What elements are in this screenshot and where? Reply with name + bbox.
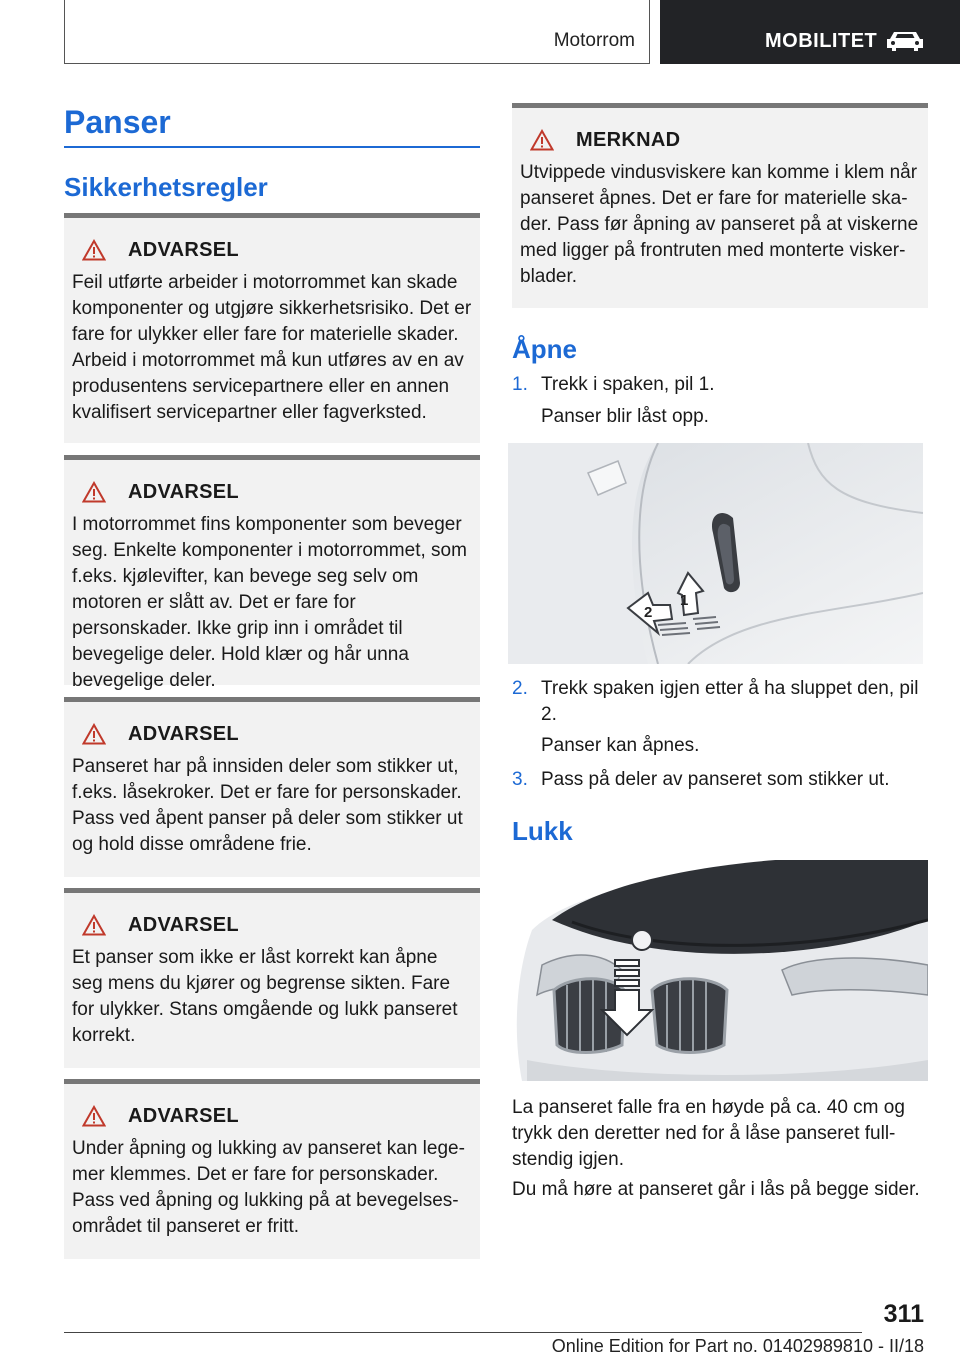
- arrow-label-1: 1: [680, 592, 689, 609]
- step-number: 1.: [512, 374, 528, 395]
- note-box: [512, 103, 928, 308]
- footer-rule: [64, 1332, 862, 1333]
- warning-text: Feil utførte arbeider i motorrommet kan skade komponenter og utgjøre sikkerhetsrisiko. Det er fare for ulykker eller fare for materielle skader. Arbeid i motorrommet må kun utføres av en av produsentens servicepartnere eller en annen kvalifisert servicepartner eller fagverksted.: [72, 272, 472, 423]
- step-text: Trekk i spaken, pil 1.: [541, 374, 715, 395]
- car-front-icon: [884, 30, 926, 52]
- warning-text: I motorrommet fins komponenter som beveger seg. Enkelte komponenter i motorrommet, som f.eks. kjølevifter, kan bevege seg selv om motoren er slått av. Det er fare for personskader. Ikke grip inn i området til bevegelige deler. Hold klær og hår unna bevegelige deler.: [72, 514, 467, 691]
- warning-label: ADVARSEL: [128, 913, 239, 936]
- close-heading: Lukk: [512, 816, 573, 846]
- page-number: 311: [883, 1300, 924, 1328]
- page-title: Panser: [64, 104, 171, 140]
- warning-label: ADVARSEL: [128, 480, 239, 503]
- step-text: Pass på deler av panseret som stikker ut.: [541, 769, 890, 790]
- hood-close-figure: [512, 860, 928, 1081]
- warning-label: ADVARSEL: [128, 722, 239, 745]
- warning-box-1: [64, 213, 480, 443]
- warning-text: Et panser som ikke er låst korrekt kan åpne seg mens du kjører og begrense sikten. Fare for ulykker. Stans omgående og lukk panseret korrekt.: [72, 947, 458, 1046]
- warning-triangle-icon: [82, 723, 106, 745]
- warning-label: ADVARSEL: [128, 238, 239, 261]
- hood-release-figure: [508, 443, 923, 664]
- step-number: 2.: [512, 678, 528, 699]
- warning-box-5: [64, 1079, 480, 1259]
- warning-text: Panseret har på innsiden deler som stikker ut, f.eks. låsekroker. Det er fare for personskader. Pass ved åpent panser på deler som stikker ut og hold disse områdene frie.: [72, 756, 463, 855]
- step-3: [512, 767, 922, 793]
- note-text: Utvippede vindusviskere kan komme i klem når panseret åpnes. Det er fare for materielle skader. Pass før åpning av panseret på at viskerne med ligger på frontruten med monterte viskerblader.: [520, 162, 919, 287]
- arrow-label-2: 2: [644, 604, 653, 621]
- step-number: 3.: [512, 769, 528, 790]
- hood-release-illustration: [508, 443, 923, 664]
- warning-triangle-icon: [82, 239, 106, 261]
- header-section-title: Motorrom: [553, 30, 635, 51]
- close-paragraph-1: La panseret falle fra en høyde på ca. 40 cm og trykk den deretter ned for å låse panseret fullstendig igjen.: [512, 1097, 905, 1170]
- step-text: Trekk spaken igjen etter å ha sluppet den, pil 2.: [541, 678, 919, 725]
- step-2-result: Panser kan åpnes.: [541, 735, 700, 756]
- footer-edition: Online Edition for Part no. 01402989810 - II/18: [551, 1336, 924, 1356]
- header-section-box: [64, 0, 650, 64]
- safety-heading: Sikkerhetsregler: [64, 172, 268, 202]
- header-chapter-box: [660, 0, 960, 64]
- warning-text: Under åpning og lukking av panseret kan legemer klemmes. Det er fare for personskader. Pass ved åpning og lukking på at bevegelsesområdet til panseret er fritt.: [72, 1138, 465, 1237]
- header-chapter-title: MOBILITET: [765, 30, 878, 52]
- warning-box-3: [64, 697, 480, 877]
- warning-label: ADVARSEL: [128, 1104, 239, 1127]
- open-heading: Åpne: [512, 334, 577, 364]
- warning-triangle-icon: [82, 1105, 106, 1127]
- warning-box-2: [64, 455, 480, 691]
- hood-close-illustration: [512, 860, 928, 1081]
- step-2: [512, 676, 922, 728]
- warning-triangle-icon: [82, 481, 106, 503]
- warning-box-4: [64, 888, 480, 1068]
- close-paragraph-2: Du må høre at panseret går i lås på begge sider.: [512, 1179, 920, 1200]
- title-rule: [64, 146, 480, 148]
- step-1-result: Panser blir låst opp.: [541, 406, 709, 427]
- note-label: MERKNAD: [576, 128, 681, 151]
- warning-triangle-icon: [82, 914, 106, 936]
- step-1: [512, 372, 922, 398]
- warning-triangle-icon: [530, 129, 554, 151]
